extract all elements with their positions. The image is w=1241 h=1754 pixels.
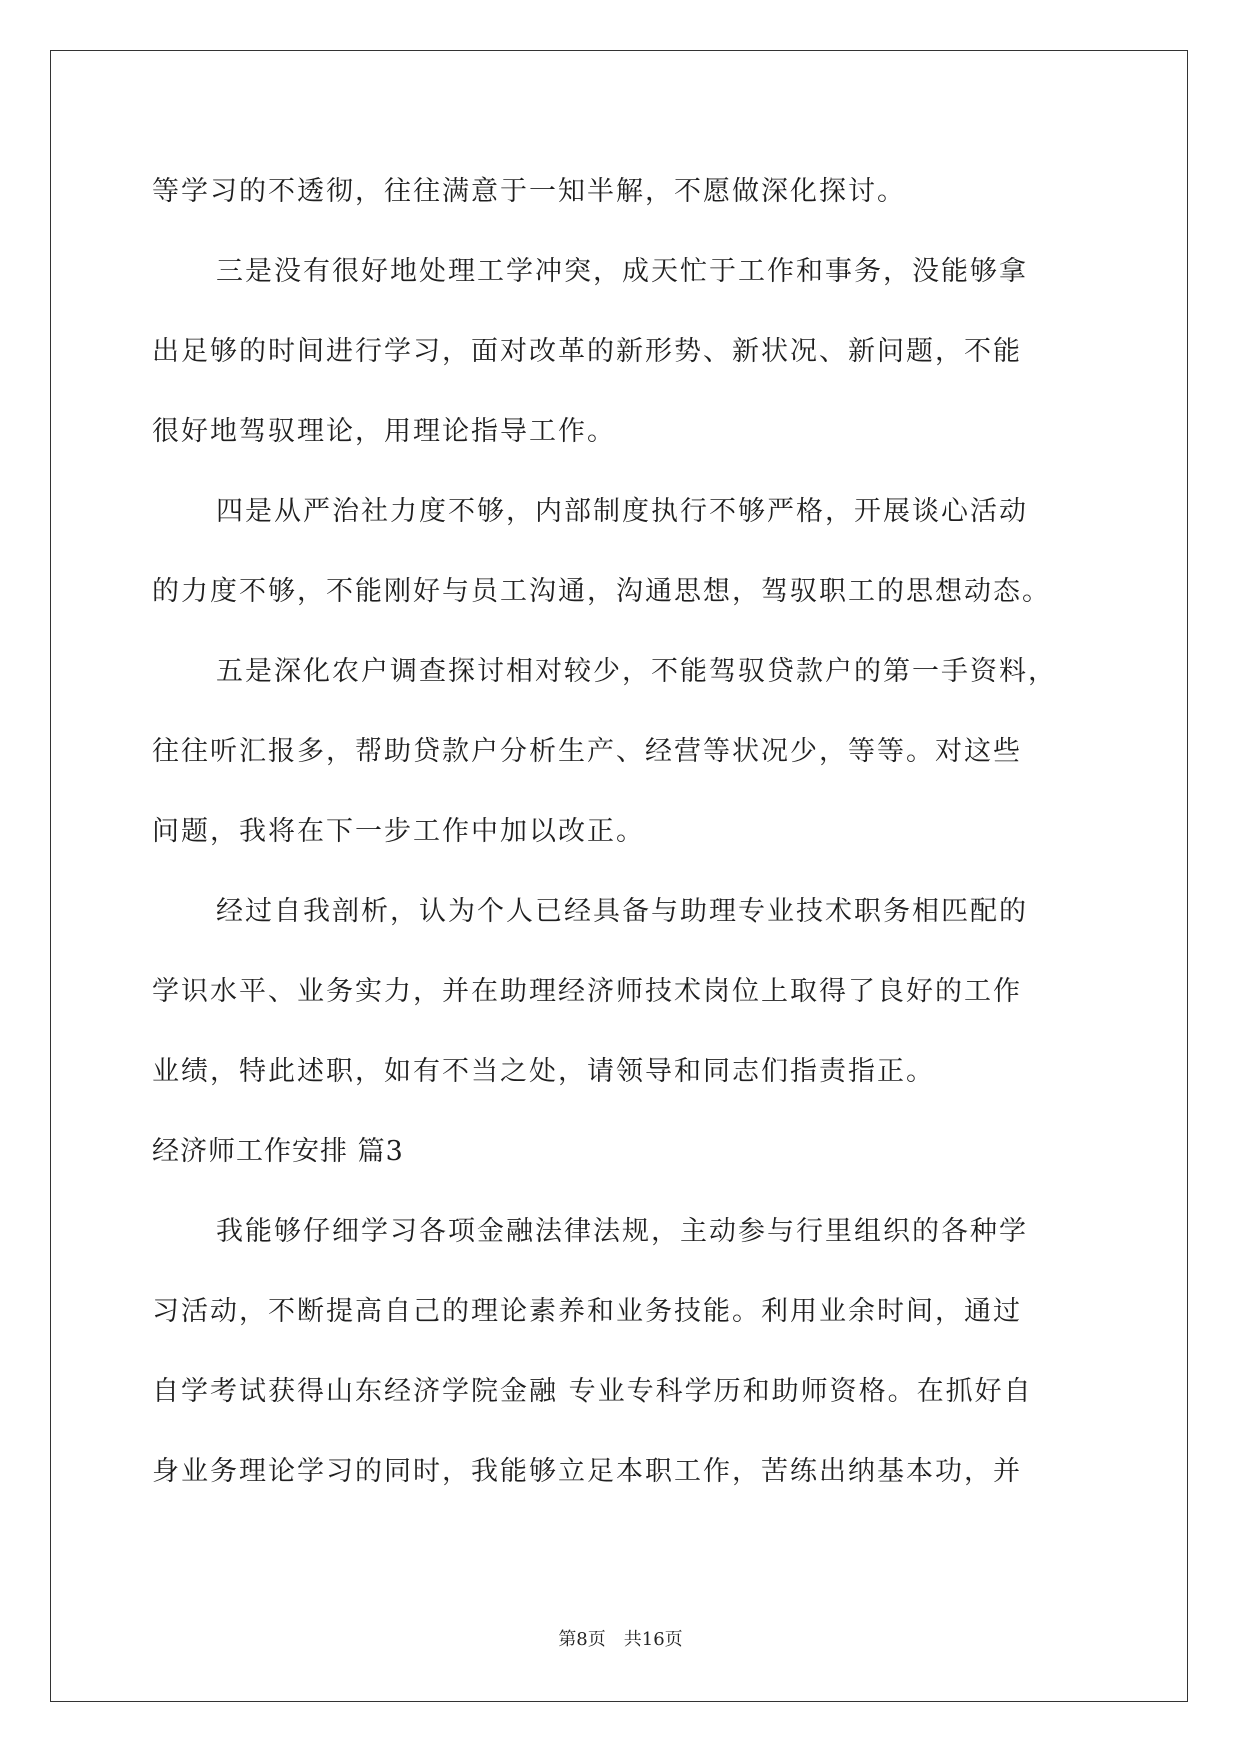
body-line: 学识水平、业务实力，并在助理经济师技术岗位上取得了良好的工作 [152,976,1022,1007]
body-line: 业绩，特此述职，如有不当之处，请领导和同志们指责指正。 [152,1056,935,1087]
body-line: 往往听汇报多，帮助贷款户分析生产、经营等状况少，等等。对这些 [152,736,1022,767]
body-line: 身业务理论学习的同时，我能够立足本职工作，苦练出纳基本功，并 [152,1456,1022,1487]
body-line: 自学考试获得山东经济学院金融 专业专科学历和助师资格。在抓好自 [152,1376,1033,1407]
body-line: 我能够仔细学习各项金融法律法规，主动参与行里组织的各种学 [216,1216,1028,1247]
page-number-footer: 第8页 共16页 [558,1629,683,1650]
body-line: 四是从严治社力度不够，内部制度执行不够严格，开展谈心活动 [216,496,1028,527]
body-line: 经过自我剖析，认为个人已经具备与助理专业技术职务相匹配的 [216,896,1028,927]
document-body [152,152,1092,1512]
body-line: 问题，我将在下一步工作中加以改正。 [152,816,645,847]
body-line: 习活动，不断提高自己的理论素养和业务技能。利用业余时间，通过 [152,1296,1022,1327]
body-line: 出足够的时间进行学习，面对改革的新形势、新状况、新问题，不能 [152,336,1022,367]
body-line: 等学习的不透彻，往往满意于一知半解，不愿做深化探讨。 [152,176,906,207]
section-heading: 经济师工作安排 篇3 [152,1136,404,1167]
body-line: 很好地驾驭理论，用理论指导工作。 [152,416,616,447]
body-line: 五是深化农户调查探讨相对较少，不能驾驭贷款户的第一手资料， [216,656,1057,687]
body-line: 三是没有很好地处理工学冲突，成天忙于工作和事务，没能够拿 [216,256,1028,287]
body-line: 的力度不够，不能刚好与员工沟通，沟通思想，驾驭职工的思想动态。 [152,576,1051,607]
